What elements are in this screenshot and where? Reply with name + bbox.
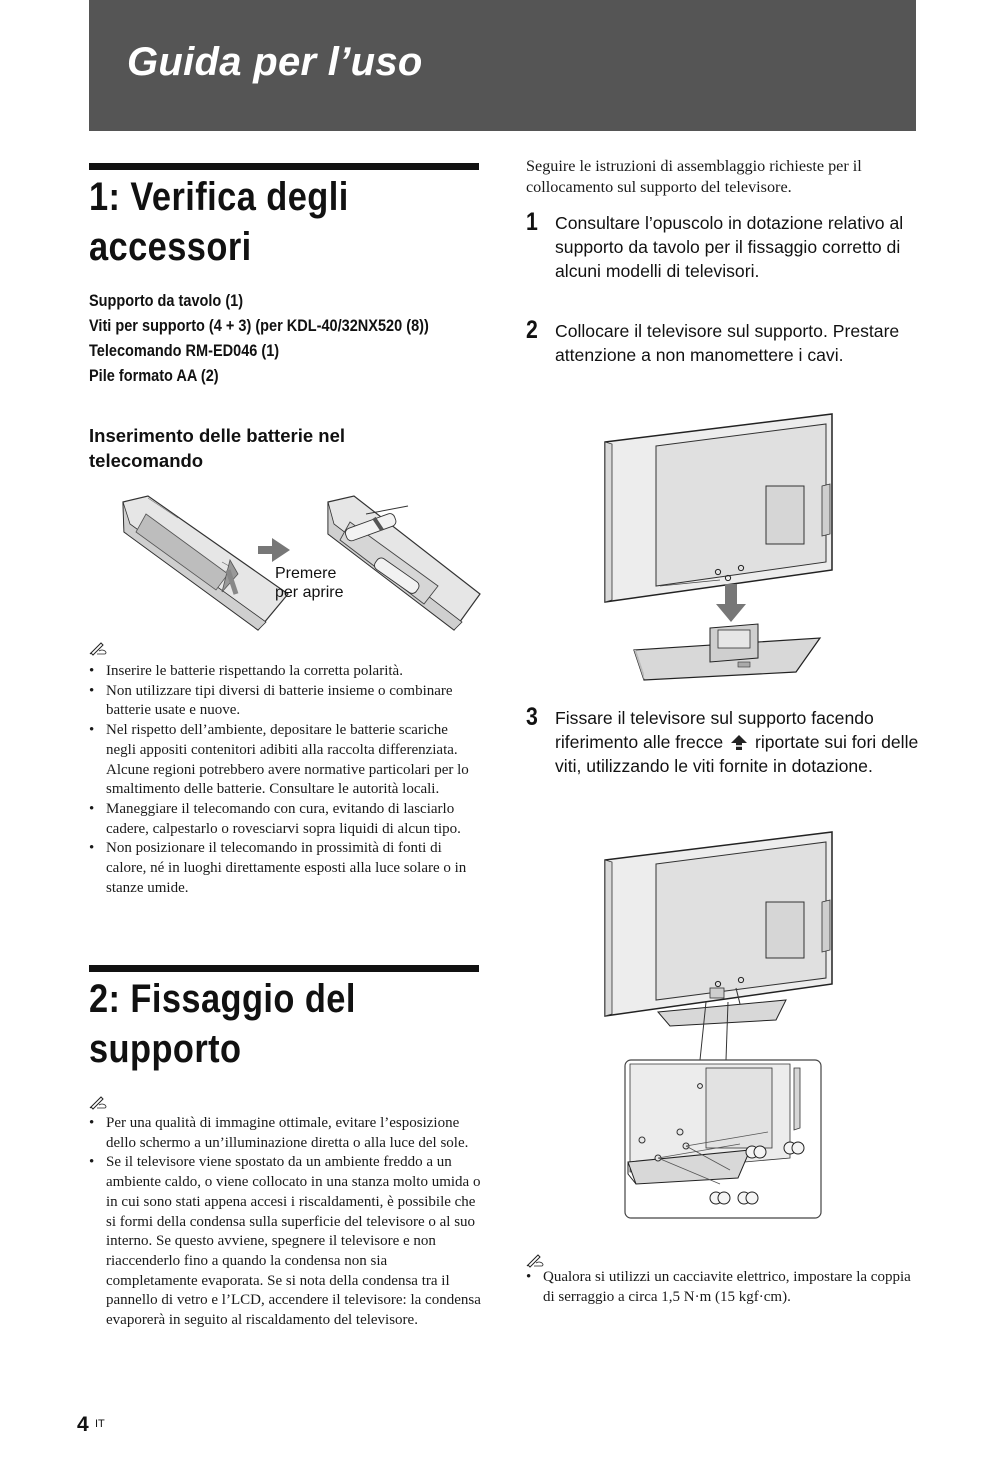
battery-notes-list	[89, 662, 481, 898]
accessory-item: Supporto da tavolo (1)	[89, 292, 244, 310]
accessory-item: Telecomando RM-ED046 (1)	[89, 342, 280, 360]
tv-screws-illustration	[600, 828, 840, 1223]
push-to-open-label-line2: per aprire	[275, 584, 344, 601]
push-to-open-label-line1: Premere	[275, 565, 337, 582]
remote-closed-image	[123, 496, 288, 630]
step-text: Collocare il televisore sul supporto. Prestare attenzione a non manomettere i cavi.	[555, 321, 900, 365]
section1-title	[89, 172, 433, 272]
list-item: • Per una qualità di immagine ottimale, evitare l’esposizione dello schermo a un’illuminazione diretta o alla luce del sole.	[89, 1114, 481, 1153]
stand-notes-list	[89, 1114, 481, 1331]
section1-rule	[89, 163, 479, 170]
step-number: 1	[526, 208, 538, 236]
right-arrow-icon	[258, 538, 290, 562]
note-icon	[89, 641, 109, 655]
step-text-part1: Fissare il televisore sul supporto facendo riferimento alle frecce	[555, 708, 874, 752]
screws-detail-image	[625, 1060, 821, 1218]
tv-stand-illustration	[600, 410, 840, 682]
step-number: 2	[526, 316, 538, 344]
remote-battery-illustration	[118, 494, 480, 634]
stand-intro-text: Seguire le istruzioni di assemblaggio richieste per il collocamento sul supporto del televisore.	[526, 157, 862, 196]
battery-heading: Inserimento delle batterie nel telecomando	[89, 425, 345, 471]
step-text	[555, 706, 923, 778]
header-band	[89, 0, 916, 131]
stand-image	[634, 624, 820, 680]
list-item: • Inserire le batterie rispettando la corretta polarità.	[89, 662, 481, 682]
section1-title-line1: 1: Verifica degli	[89, 175, 349, 219]
accessory-item: Pile formato AA (2)	[89, 367, 219, 385]
tv-back-image	[605, 414, 832, 602]
section2-title-line1: 2: Fissaggio del	[89, 977, 356, 1021]
accessories-list	[89, 289, 509, 389]
list-item: • Nel rispetto dell’ambiente, depositare le batterie scariche negli appositi contenitori adibiti alla raccolta differenziata. Alcune regioni potrebbero avere normative particolari per lo smaltimento delle batterie. Consultare le autorità locali.	[89, 721, 481, 800]
page-language: IT	[95, 1418, 105, 1430]
accessory-item: Viti per supporto (4 + 3) (per KDL-40/32NX520 (8))	[89, 317, 429, 335]
section2-rule	[89, 965, 479, 972]
section2-title-line2: supporto	[89, 1027, 242, 1071]
up-arrow-icon	[730, 734, 748, 751]
step-number: 3	[526, 703, 538, 731]
section1-title-line2: accessori	[89, 225, 252, 269]
list-item: • Non posizionare il telecomando in prossimità di fonti di calore, né in luoghi direttamente esposti alla luce solare o in stanze umide.	[89, 839, 481, 898]
down-arrow-icon	[716, 584, 746, 622]
list-item: • Qualora si utilizzi un cacciavite elettrico, impostare la coppia di serraggio a circa 1,5 N·m (15 kgf·cm).	[526, 1268, 921, 1307]
list-item: • Se il televisore viene spostato da un ambiente freddo a un ambiente caldo, o viene collocato in una stanza molto umida o in cui sono stati appena accesi i riscaldamenti, è possibile che si formi della condensa sulla superficie del televisore o al suo interno. Se questo avviene, spegnere il televisore e non riaccenderlo fino a quando la condensa non sia completamente evaporata. Se si nota della condensa tra il pannello di vetro e l’LCD, accendere il televisore: la condensa evaporerà in seguito al riscaldamento del televisore.	[89, 1153, 481, 1330]
section2-title	[89, 974, 433, 1074]
remote-open-image	[328, 496, 480, 630]
tv-back-image	[605, 832, 832, 1026]
note-icon	[89, 1095, 109, 1109]
page-title: Guida per l’uso	[127, 40, 423, 84]
list-item: • Non utilizzare tipi diversi di batterie insieme o combinare batterie usate e nuove.	[89, 682, 481, 721]
screwdriver-note-list	[526, 1268, 921, 1307]
step-text: Consultare l’opuscolo in dotazione relativo al supporto da tavolo per il fissaggio corretto di alcuni modelli di televisori.	[555, 213, 904, 281]
list-item: • Maneggiare il telecomando con cura, evitando di lasciarlo cadere, calpestarlo o rovesciarvi sopra liquidi di alcun tipo.	[89, 800, 481, 839]
step-text-part2: riportate sui fori delle viti, utilizzando le viti fornite in dotazione.	[555, 732, 919, 776]
page-number: 4	[77, 1413, 89, 1436]
note-icon	[526, 1253, 546, 1267]
